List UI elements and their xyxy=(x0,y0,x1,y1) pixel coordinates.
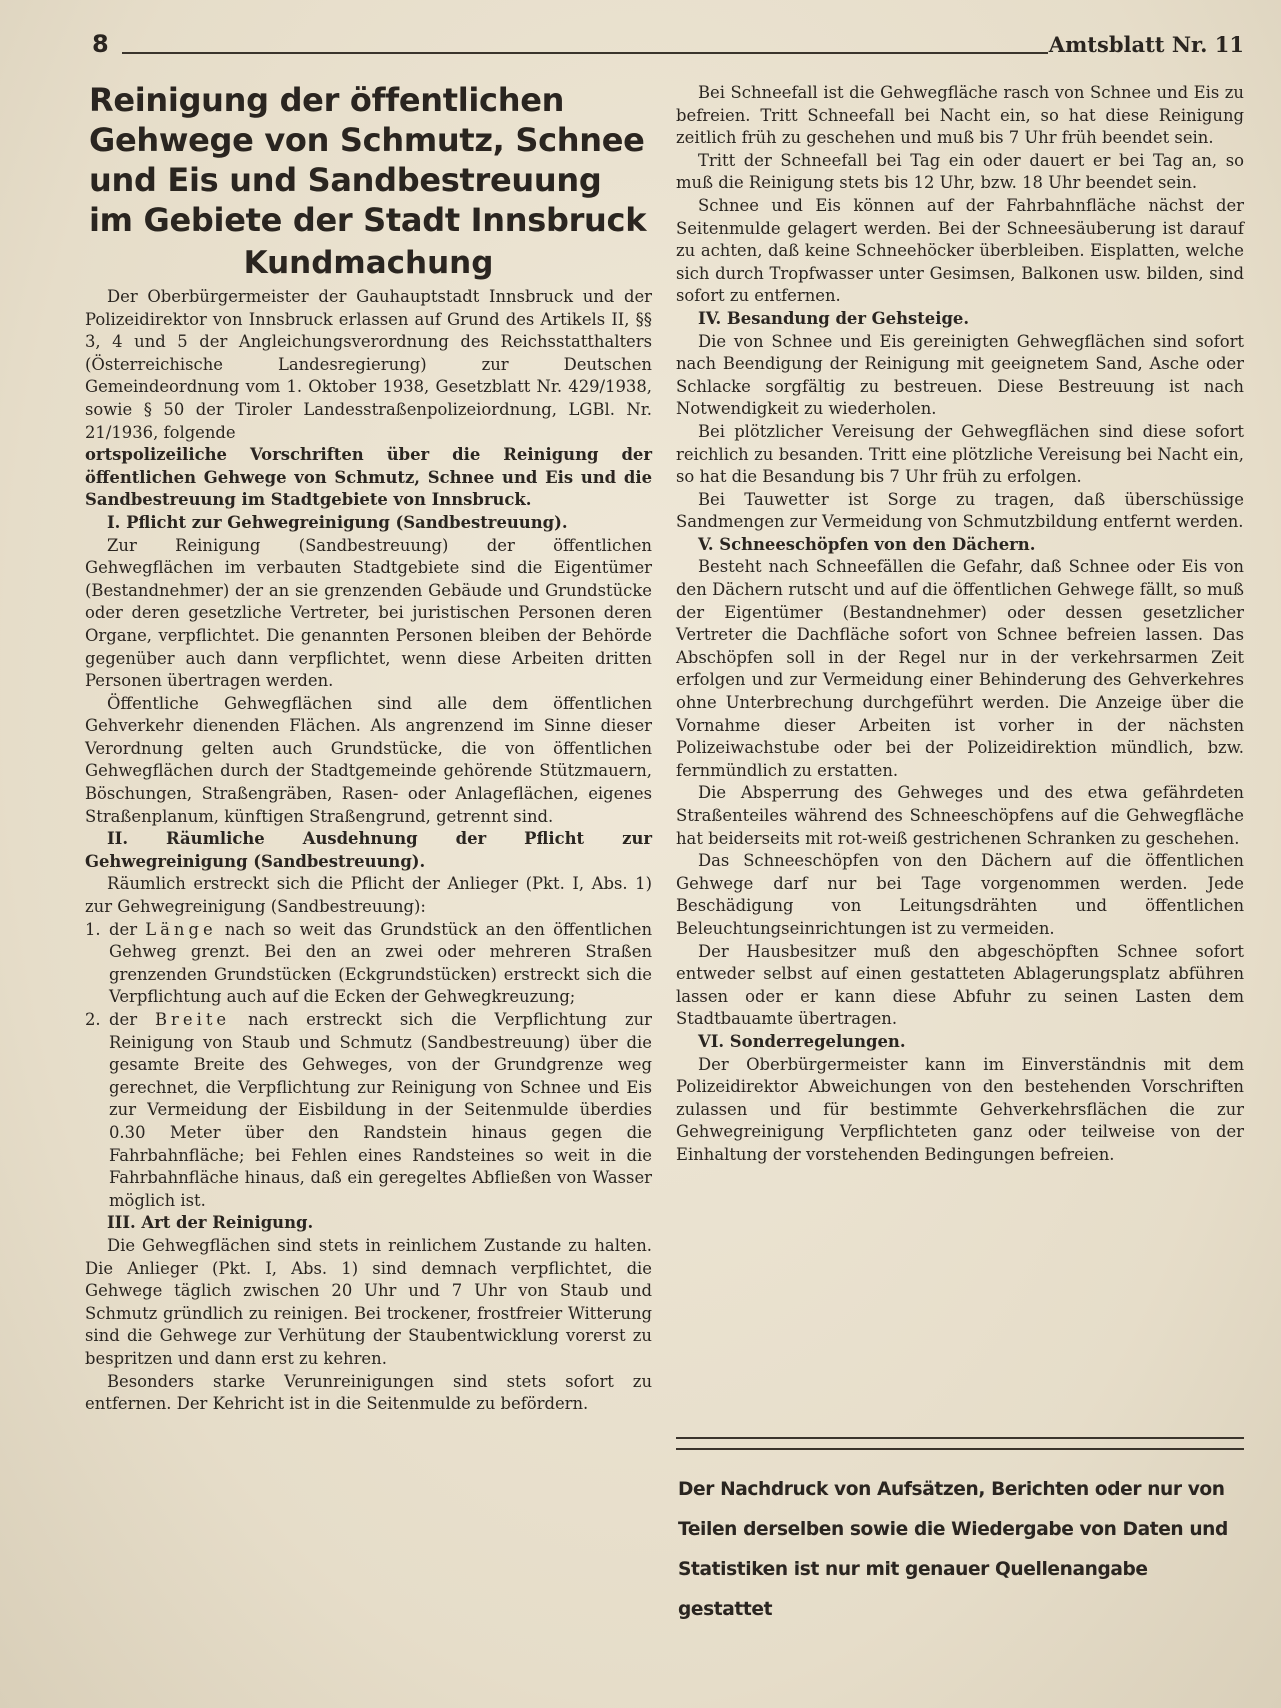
right-paragraph-3: Schnee und Eis können auf der Fahrbahnfläche nächst der Seitenmulde gelagert werden. Bei der Schneesäuberung ist darauf zu achten, daß keine Schneehöcker überbleiben. Eisplatten, welche sich durch Tropfwasser unter Gesimsen, Balkonen usw. bilden, sind sofort zu entfernen. xyxy=(676,195,1244,306)
section-heading-3: III. Art der Reinigung. xyxy=(107,1213,314,1233)
list-item-1-pre: der xyxy=(109,919,138,939)
section-6-paragraph-1: Der Oberbürgermeister kann im Einverständnis mit dem Polizeidirektor Abweichungen von den bestehenden Vorschriften zulassen und für bestimmte Gehverkehrsflächen die zur Gehwegreinigung Verpflichteten ganz oder teilweise von der Einhaltung der vorstehenden Bedingungen befreien. xyxy=(676,1054,1244,1164)
article-title: Reinigung der öffentlichen Gehwege von Schmutz, Schnee und Eis und Sandbestreuung im Gebiete der Stadt Innsbruck xyxy=(89,81,647,239)
list-item-1-number: 1. xyxy=(85,919,101,939)
list-item-1-keyword: Länge xyxy=(145,919,217,939)
right-paragraph-2: Tritt der Schneefall bei Tag ein oder dauert er bei Tag an, so muß die Reinigung stets bis 12 Uhr, bzw. 18 Uhr beendet sein. xyxy=(676,150,1244,193)
list-item-2-text xyxy=(109,1009,652,1212)
section-4-paragraph-2: Bei plötzlicher Vereisung der Gehwegflächen sind diese sofort reichlich zu besanden. Tritt eine plötzliche Vereisung bei Nacht ein, so hat die Besandung bis 7 Uhr früh zu erfolgen. xyxy=(676,421,1244,487)
section-heading-2: II. Räumliche Ausdehnung der Pflicht zur Gehwegreinigung (Sandbestreuung). xyxy=(85,829,652,871)
section-2-paragraph-1: Räumlich erstreckt sich die Pflicht der Anlieger (Pkt. I, Abs. 1) zur Gehwegreinigung (Sandbestreuung): xyxy=(85,874,652,917)
section-heading-6: VI. Sonderregelungen. xyxy=(698,1031,906,1051)
section-heading-5: V. Schneeschöpfen von den Dächern. xyxy=(698,534,1036,554)
section-5-paragraph-3: Das Schneeschöpfen von den Dächern auf die öffentlichen Gehwege darf nur bei Tage vorgenommen werden. Jede Beschädigung von Leitungsdrähten und öffentlichen Beleuchtungseinrichtungen ist zu vermeiden. xyxy=(676,851,1244,938)
list-item-1 xyxy=(85,919,652,1009)
section-heading-4: IV. Besandung der Gehsteige. xyxy=(698,308,970,328)
header-rule xyxy=(122,52,1048,54)
list-item-2 xyxy=(85,1009,652,1212)
section-5-paragraph-4: Der Hausbesitzer muß den abgeschöpften Schnee sofort entweder selbst auf einen gestatteten Ablagerungsplatz abführen lassen oder er kann diese Abfuhr zu seinen Lasten dem Stadtbauamte übertragen. xyxy=(676,941,1244,1029)
page-header xyxy=(92,30,1244,60)
issue-label: Amtsblatt Nr. 11 xyxy=(1048,32,1244,57)
right-paragraph-1: Bei Schneefall ist die Gehwegfläche rasch von Schnee und Eis zu befreien. Tritt Schneefall bei Nacht ein, so hat diese Reinigung zeitlich früh zu geschehen und muß bis 7 Uhr früh beendet sein. xyxy=(676,83,1244,148)
list-item-2-pre: der xyxy=(109,1010,138,1029)
section-1-paragraph-2: Öffentliche Gehwegflächen sind alle dem öffentlichen Gehverkehr dienenden Flächen. Als angrenzend im Sinne dieser Verordnung gelten auch Grundstücke, die von öffentlichen Gehwegflächen durch der Stadtgemeinde gehörende Stützmauern, Böschungen, Straßengräben, Rasen- oder Anlageflächen, eigenes Straßenplanum, künftigen Straßengrund, getrennt sind. xyxy=(85,693,652,826)
list-item-2-keyword: Breite xyxy=(155,1010,231,1029)
article-subtitle: Kundmachung xyxy=(243,245,494,281)
left-column xyxy=(85,80,652,1416)
section-4-paragraph-3: Bei Tauwetter ist Sorge zu tragen, daß überschüssige Sandmengen zur Vermeidung von Schmutzbildung entfernt werden. xyxy=(676,489,1244,532)
list-item-2-number: 2. xyxy=(85,1010,101,1029)
section-1-paragraph-1: Zur Reinigung (Sandbestreuung) der öffentlichen Gehwegflächen im verbauten Stadtgebiete sind die Eigentümer (Bestandnehmer) der an sie grenzenden Gebäude und Grundstücke oder deren gesetzliche Vertreter, bei juristischen Personen deren Organe, verpflichtet. Die genannten Personen bleiben der Behörde gegenüber auch dann verpflichtet, wenn diese Arbeiten dritten Personen übertragen werden. xyxy=(85,535,652,691)
page-number: 8 xyxy=(92,30,109,58)
list-item-1-text xyxy=(109,919,652,1009)
right-column xyxy=(676,82,1244,1167)
section-4-paragraph-1: Die von Schnee und Eis gereinigten Gehwegflächen sind sofort nach Beendigung der Reinigung mit geeignetem Sand, Asche oder Schlacke sorgfältig zu bestreuen. Diese Bestreuung ist nach Notwendigkeit zu wiederholen. xyxy=(676,331,1244,419)
list-item-1-body: nach so weit das Grundstück an den öffentlichen Gehweg grenzt. Bei den an zwei oder mehreren Straßen grenzenden Grundstücken (Eckgrundstücken) erstreckt sich die Verpflichtung auch auf die Ecken der Gehwegkreuzung; xyxy=(109,919,652,1007)
section-heading-1: I. Pflicht zur Gehwegreinigung (Sandbestreuung). xyxy=(107,512,568,532)
list-item-2-body: nach erstreckt sich die Verpflichtung zur Reinigung von Staub und Schmutz (Sandbestreuung) über die gesamte Breite des Gehweges, von der Grundgrenze weg gerechnet, die Verpflichtung zur Reinigung von Schnee und Eis zur Vermeidung der Eisbildung in der Seitenmulde überdies 0.30 Meter über den Randstein hinaus gegen die Fahrbahnfläche; bei Fehlen eines Randsteines so weit in die Fahrbahnfläche hinaus, daß ein geregeltes Abfließen von Wasser möglich ist. xyxy=(109,1010,652,1210)
intro-bold-paragraph: ortspolizeiliche Vorschriften über die Reinigung der öffentlichen Gehwege von Schmutz, Schnee und Eis und die Sandbestreuung im Stadtgebiete von Innsbruck. xyxy=(85,445,652,510)
notice-divider xyxy=(676,1437,1244,1450)
intro-paragraph: Der Oberbürgermeister der Gauhauptstadt Innsbruck und der Polizeidirektor von Innsbruck erlassen auf Grund des Artikels II, §§ 3, 4 und 5 der Angleichungsverordnung des Reichsstatthalters (Österreichische Landesregierung) zur Deutschen Gemeindeordnung vom 1. Oktober 1938, Gesetzblatt Nr. 429/1938, sowie § 50 der Tiroler Landesstraßenpolizeiordnung, LGBl. Nr. 21/1936, folgende xyxy=(85,287,652,442)
reprint-notice: Der Nachdruck von Aufsätzen, Berichten oder nur von Teilen derselben sowie die Wiedergabe von Daten und Statistiken ist nur mit genauer Quellenangabe gestattet xyxy=(678,1479,1228,1620)
section-3-paragraph-1: Die Gehwegflächen sind stets in reinlichem Zustande zu halten. Die Anlieger (Pkt. I, Abs. 1) sind demnach verpflichtet, die Gehwege täglich zwischen 20 Uhr und 7 Uhr von Staub und Schmutz gründlich zu reinigen. Bei trockener, frostfreier Witterung sind die Gehwege zur Verhütung der Staubentwicklung vorerst zu bespritzen und dann erst zu kehren. xyxy=(85,1235,652,1368)
section-5-paragraph-2: Die Absperrung des Gehweges und des etwa gefährdeten Straßenteiles während des Schneeschöpfens auf die Gehwegfläche hat beiderseits mit rot-weiß gestrichenen Schranken zu geschehen. xyxy=(676,783,1244,848)
section-5-paragraph-1: Besteht nach Schneefällen die Gefahr, daß Schnee oder Eis von den Dächern rutscht und auf die öffentlichen Gehwege fällt, so muß der Eigentümer (Bestandnehmer) oder dessen gesetzlicher Vertreter die Dachfläche sofort von Schnee befreien lassen. Das Abschöpfen soll in der Regel nur in der verkehrsarmen Zeit erfolgen und zur Vermeidung einer Behinderung des Gehverkehres ohne Unterbrechung durchgeführt werden. Die Anzeige über die Vornahme dieser Arbeiten ist vorher in der nächsten Polizeiwachstube oder bei der Polizeidirektion mündlich, bzw. fernmündlich zu erstatten. xyxy=(676,557,1244,780)
section-3-paragraph-2: Besonders starke Verunreinigungen sind stets sofort zu entfernen. Der Kehricht ist in die Seitenmulde zu befördern. xyxy=(85,1371,652,1414)
